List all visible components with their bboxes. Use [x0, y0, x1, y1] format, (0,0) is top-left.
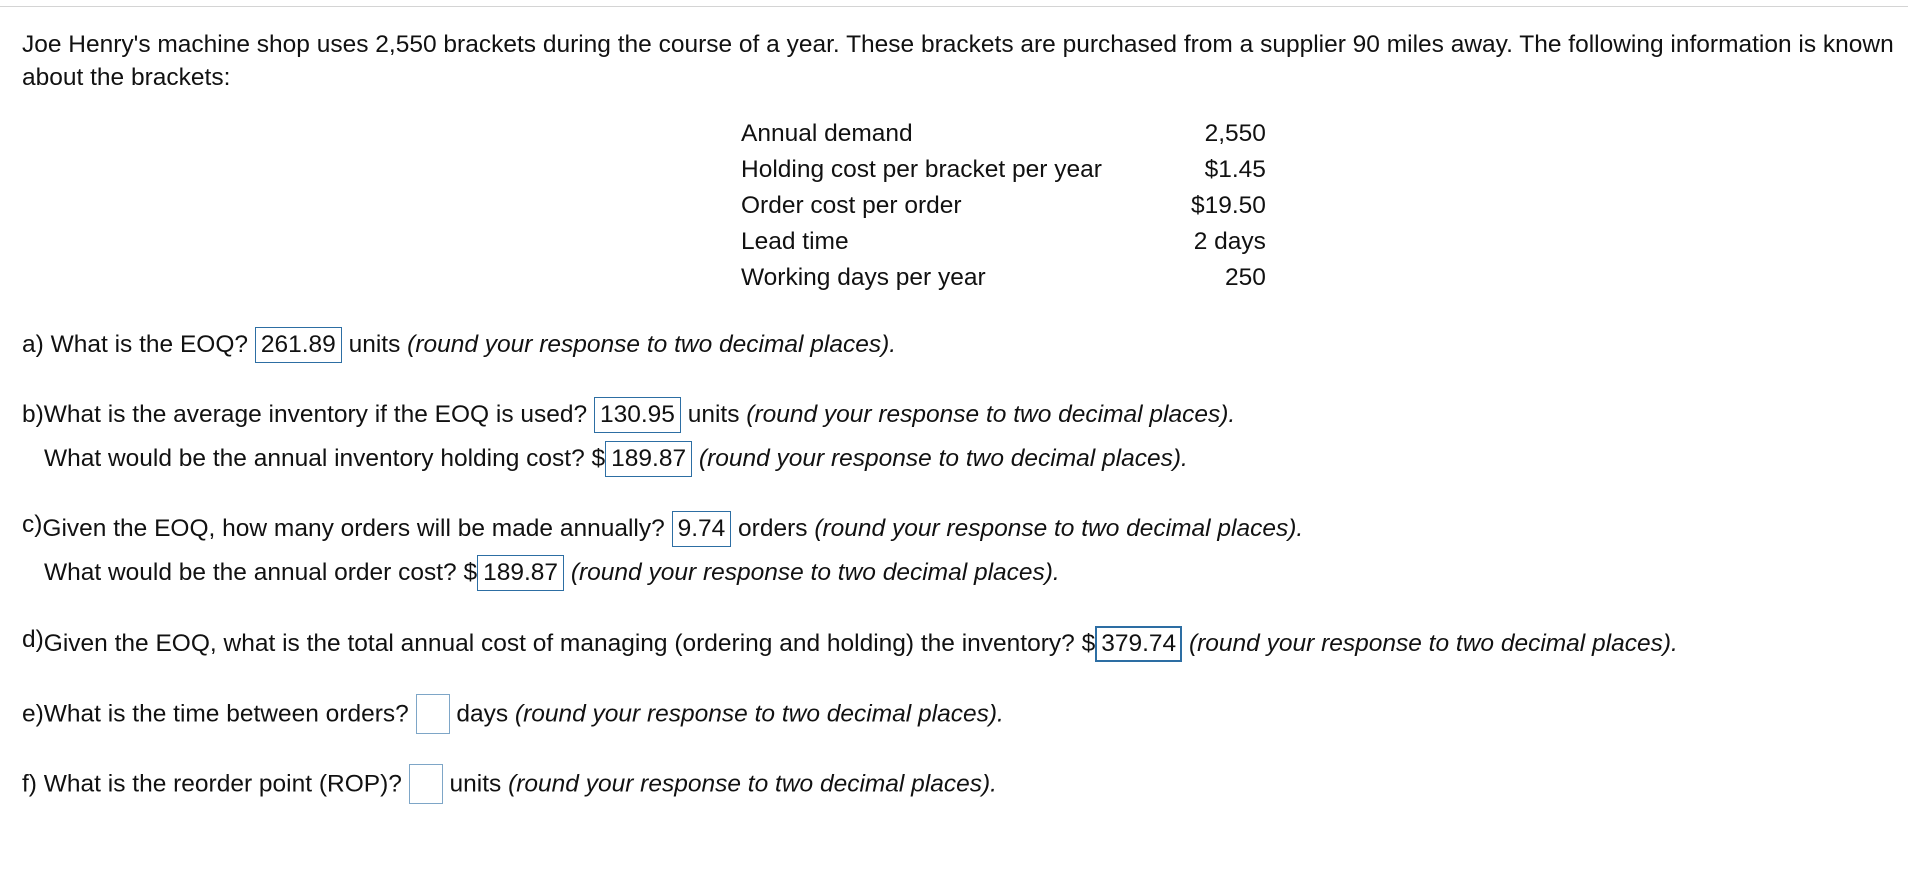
table-row — [741, 188, 1266, 224]
row-label: Holding cost per bracket per year — [741, 156, 1102, 183]
table-row — [741, 116, 1266, 152]
question-e-text: e)What is the time between orders? — [22, 700, 416, 728]
question-d-marker: d) — [22, 626, 44, 653]
question-b-marker: b) — [22, 401, 44, 428]
question-d-text: Given the EOQ, what is the total annual cost of managing (ordering and holding) the inventory? $ — [43, 630, 1096, 657]
question-c-orders — [22, 511, 1303, 547]
table-row — [741, 260, 1266, 296]
row-value: $19.50 — [1191, 192, 1266, 219]
question-c-order-cost — [44, 555, 1060, 591]
table-row — [741, 152, 1266, 188]
question-b-average-inventory — [22, 397, 1235, 433]
question-d-total-cost — [22, 626, 1678, 662]
spacer-text — [692, 445, 699, 472]
eoq-answer-field[interactable]: 261.89 — [255, 327, 342, 363]
row-value: 2 days — [1193, 228, 1266, 255]
orders-answer-field[interactable]: 9.74 — [672, 511, 732, 547]
rounding-note: (round your response to two decimal places). — [407, 331, 897, 358]
question-e-unit: days — [449, 700, 515, 728]
question-c-marker: c) — [22, 511, 43, 538]
question-c-unit: orders — [731, 515, 815, 542]
reorder-point-input[interactable] — [409, 764, 443, 804]
question-f-reorder-point — [22, 765, 997, 801]
row-label: Lead time — [741, 228, 849, 255]
spacer-text — [564, 559, 571, 586]
row-label: Order cost per order — [741, 192, 962, 219]
question-b2-text: What would be the annual inventory holding cost? $ — [44, 445, 606, 472]
question-c2-text: What would be the annual order cost? $ — [44, 559, 478, 586]
top-divider — [0, 6, 1908, 7]
question-f-text: f) What is the reorder point (ROP)? — [22, 770, 409, 798]
total-cost-answer-field[interactable]: 379.74 — [1095, 626, 1182, 662]
spacer-text — [1182, 630, 1189, 657]
question-b-unit: units — [680, 401, 747, 428]
question-f-unit: units — [442, 770, 509, 798]
question-e-time-between-orders — [22, 695, 1004, 731]
row-value: $1.45 — [1204, 156, 1266, 183]
question-b-text: What is the average inventory if the EOQ is used? — [43, 401, 594, 428]
order-cost-answer-field[interactable]: 189.87 — [477, 555, 564, 591]
question-a-text: a) What is the EOQ? — [22, 331, 255, 358]
rounding-note: (round your response to two decimal places). — [1188, 630, 1678, 657]
holding-cost-answer-field[interactable]: 189.87 — [605, 441, 692, 477]
rounding-note: (round your response to two decimal places). — [814, 515, 1304, 542]
time-between-orders-input[interactable] — [416, 694, 450, 734]
row-value: 250 — [1225, 264, 1266, 291]
rounding-note: (round your response to two decimal places). — [508, 770, 997, 798]
row-label: Annual demand — [741, 120, 913, 147]
bracket-info-table — [741, 116, 1266, 296]
row-value: 2,550 — [1204, 120, 1266, 147]
question-b-holding-cost — [44, 441, 1188, 477]
rounding-note: (round your response to two decimal places). — [698, 445, 1188, 472]
question-c-text: Given the EOQ, how many orders will be made annually? — [42, 515, 672, 542]
rounding-note: (round your response to two decimal places). — [570, 559, 1060, 586]
row-label: Working days per year — [741, 264, 986, 291]
question-a — [22, 327, 896, 363]
problem-intro: Joe Henry's machine shop uses 2,550 brackets during the course of a year. These brackets are purchased from a supplier 90 miles away. The following information is known about the brackets: — [22, 31, 1894, 91]
rounding-note: (round your response to two decimal places). — [746, 401, 1236, 428]
table-row — [741, 224, 1266, 260]
question-a-unit: units — [341, 331, 408, 358]
rounding-note: (round your response to two decimal places). — [514, 700, 1004, 728]
average-inventory-answer-field[interactable]: 130.95 — [594, 397, 681, 433]
